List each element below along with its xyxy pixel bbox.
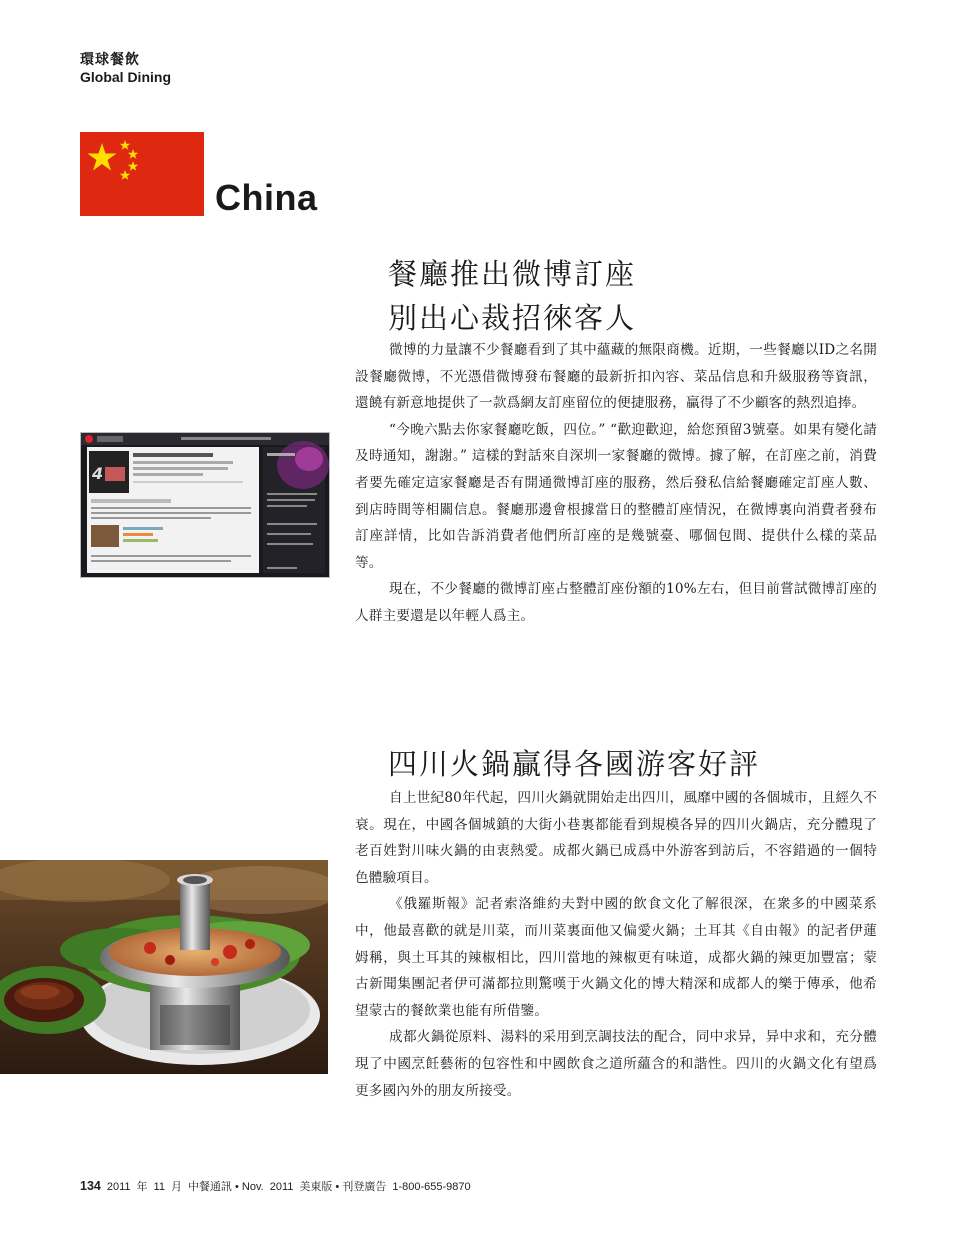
article1-title-line2: 別出心裁招徠客人: [388, 301, 637, 335]
section-title-en: Global Dining: [80, 69, 171, 85]
footer-month-char: 月: [170, 1181, 182, 1193]
article1-paragraph: 微博的力量讓不少餐廳看到了其中蘊藏的無限商機。近期，一些餐廳以ID之名開設餐廳微博，不光憑借微博發布餐廳的最新折扣內容、菜品信息和升級服務等資訊，還饒有新意地提供了一款爲網友訂座留位的便捷服務，贏得了不少顧客的熱烈追捧。: [355, 342, 877, 412]
article1-paragraph: “今晚六點去你家餐廳吃飯，四位。” “歡迎歡迎，給您預留3號臺。如果有變化請及時通知，謝謝。” 這樣的對話來自深圳一家餐廳的微博。據了解，在訂座之前，消費者要先確定這家餐廳是否有開通微博訂座的服務，然后發私信給餐廳確定訂座人數、到店時間等相關信息。餐廳那邊會根據當日的整體訂座情況，在微博裏向消費者發布訂座詳情，比如告訴消費者他們所訂座的是幾號臺、哪個包間、提供什么樣的菜品等。: [355, 421, 877, 571]
article2-paragraph: 成都火鍋從原料、湯料的采用到烹調技法的配合，同中求异，异中求和，充分體現了中國烹飪藝術的包容性和中國飲食之道所蘊含的和諧性。四川的火鍋文化有望爲更多國內外的朋友所接受。: [355, 1029, 877, 1099]
section-tag: [80, 52, 171, 86]
weibo-screenshot-image: [80, 432, 330, 578]
article2-title: 四川火鍋贏得各國游客好評: [388, 747, 761, 781]
footer-month: 11: [153, 1181, 165, 1193]
page-footer: [80, 1178, 471, 1194]
footer-phone: 1-800-655-9870: [392, 1181, 471, 1193]
article2-paragraph: 自上世紀80年代起，四川火鍋就開始走出四川，風靡中國的各個城市，且經久不衰。現在，中國各個城鎮的大街小巷裏都能看到規模各异的四川火鍋店，充分體現了老百姓對川味火鍋的由衷熱愛。成都火鍋已成爲中外游客到訪后，不容錯過的一個特色體驗項目。: [355, 790, 877, 886]
footer-year-char: 年: [136, 1181, 148, 1193]
article1-body: [355, 337, 877, 630]
article1-paragraph: 現在，不少餐廳的微博訂座占整體訂座份額的10%左右，但目前嘗試微博訂座的人群主要還是以年輕人爲主。: [355, 581, 877, 624]
footer-year2: 2011: [269, 1181, 294, 1193]
article2-body: [355, 785, 877, 1104]
footer-publication: 中餐通訊 • Nov.: [187, 1181, 264, 1193]
china-flag-icon: [80, 132, 204, 216]
page-number: 134: [80, 1179, 101, 1193]
svg-text:4: 4: [92, 464, 104, 483]
section-title-zh: 環球餐飲: [80, 52, 140, 68]
footer-year: 2011: [106, 1181, 131, 1193]
country-title: China: [215, 177, 318, 218]
hotpot-photo-image: [0, 860, 328, 1074]
footer-edition: 美東版 • 刊登廣告: [299, 1181, 387, 1193]
article2-paragraph: 《俄羅斯報》記者索洛維約夫對中國的飲食文化了解很深，在衆多的中國菜系中，他最喜歡的就是川菜，而川菜裏面他又偏愛火鍋；土耳其《自由報》的記者伊蓮姆稱，與土耳其的辣椒相比，四川當地的辣椒更有味道，成都火鍋的辣更加豐富；蒙古新聞集團記者伊可滿都拉則驚嘆于火鍋文化的博大精深和成都人的樂于傳承，他希望蒙古的餐飲業也能有所借鑒。: [355, 896, 877, 1019]
article1-title: [388, 252, 636, 340]
article1-title-line1: 餐廳推出微博訂座: [388, 257, 637, 291]
